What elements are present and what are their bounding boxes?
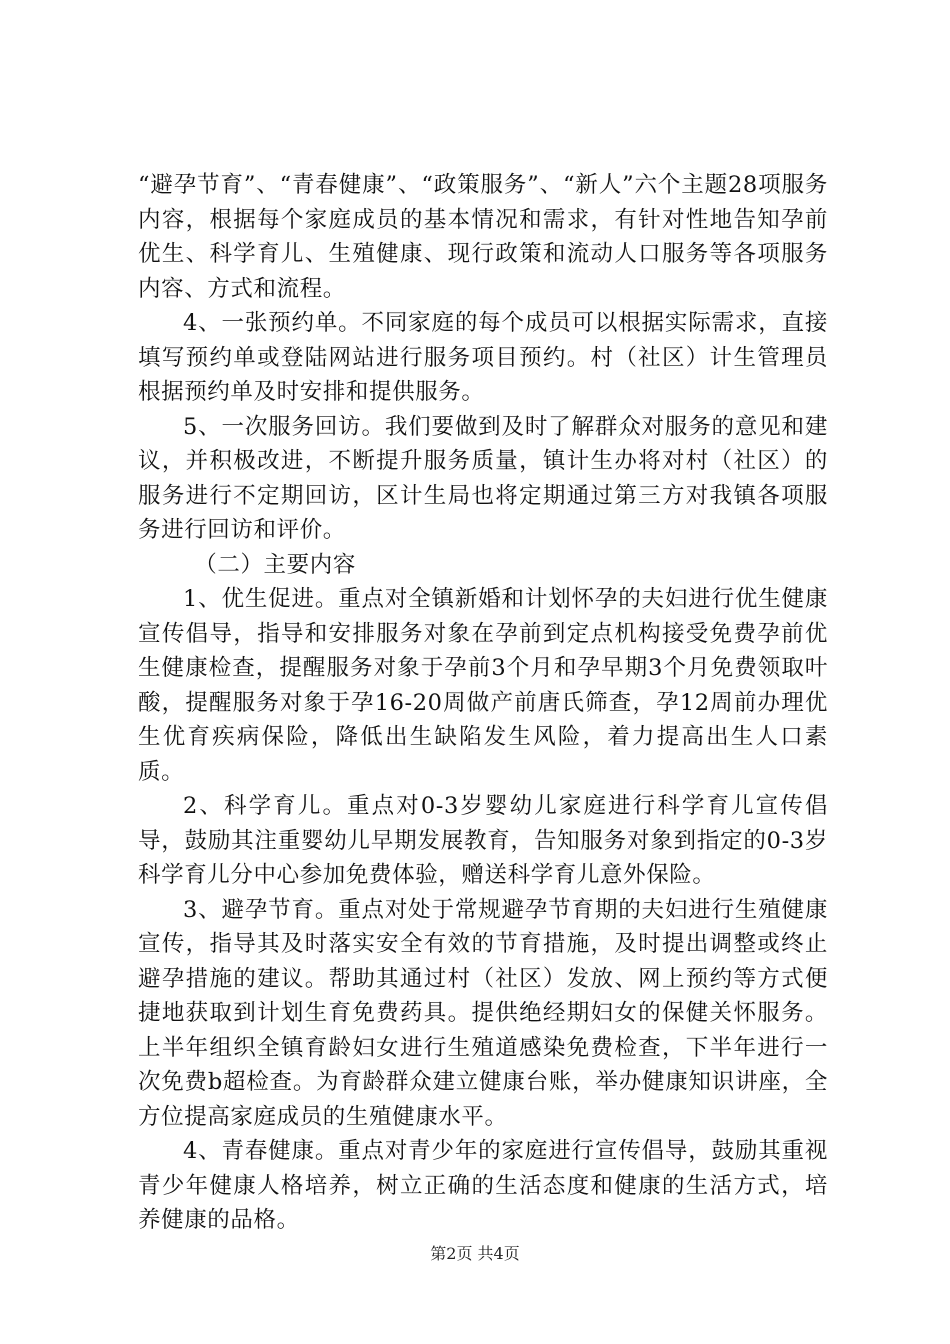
paragraph-eugenics-promotion: 1、优生促进。重点对全镇新婚和计划怀孕的夫妇进行优生健康宣传倡导，指导和安排服务对象在孕前到定点机构接受免费孕前优生健康检查，提醒服务对象于孕前3个月和孕早期3个月免费领取叶酸，提醒服务对象于孕16-20周做产前唐氏筛查，孕12周前办理优生优育疾病保险，降低出生缺陷发生风险，着力提高出生人口素质。: [138, 586, 828, 785]
paragraph-appointment-form: 4、一张预约单。不同家庭的每个成员可以根据实际需求，直接填写预约单或登陆网站进行服务项目预约。村（社区）计生管理员根据预约单及时安排和提供服务。: [138, 310, 828, 405]
document-body: [138, 168, 828, 1238]
page-number-footer: 第2页 共4页: [430, 1244, 520, 1263]
paragraph-continued-service-topics: “避孕节育”、“青春健康”、“政策服务”、“新人”六个主题28项服务内容，根据每个家庭成员的基本情况和需求，有针对性地告知孕前优生、科学育儿、生殖健康、现行政策和流动人口服务等各项服务内容、方式和流程。: [138, 172, 828, 302]
paragraph-contraception: 3、避孕节育。重点对处于常规避孕节育期的夫妇进行生殖健康宣传，指导其及时落实安全有效的节育措施，及时提出调整或终止避孕措施的建议。帮助其通过村（社区）发放、网上预约等方式便捷地获取到计划生育免费药具。提供绝经期妇女的保健关怀服务。上半年组织全镇育龄妇女进行生殖道感染免费检查，下半年进行一次免费b超检查。为育龄群众建立健康台账，举办健康知识讲座，全方位提高家庭成员的生殖健康水平。: [138, 896, 828, 1130]
paragraph-service-follow-up: 5、一次服务回访。我们要做到及时了解群众对服务的意见和建议，并积极改进，不断提升服务质量，镇计生办将对村（社区）的服务进行不定期回访，区计生局也将定期通过第三方对我镇各项服务进行回访和评价。: [138, 413, 828, 543]
paragraph-youth-health: 4、青春健康。重点对青少年的家庭进行宣传倡导，鼓励其重视青少年健康人格培养，树立正确的生活态度和健康的生活方式，培养健康的品格。: [138, 1138, 828, 1233]
section-heading-main-content: （二）主要内容: [194, 551, 356, 578]
paragraph-scientific-parenting: 2、科学育儿。重点对0-3岁婴幼儿家庭进行科学育儿宣传倡导，鼓励其注重婴幼儿早期发展教育，告知服务对象到指定的0-3岁科学育儿分中心参加免费体验，赠送科学育儿意外保险。: [138, 793, 828, 888]
